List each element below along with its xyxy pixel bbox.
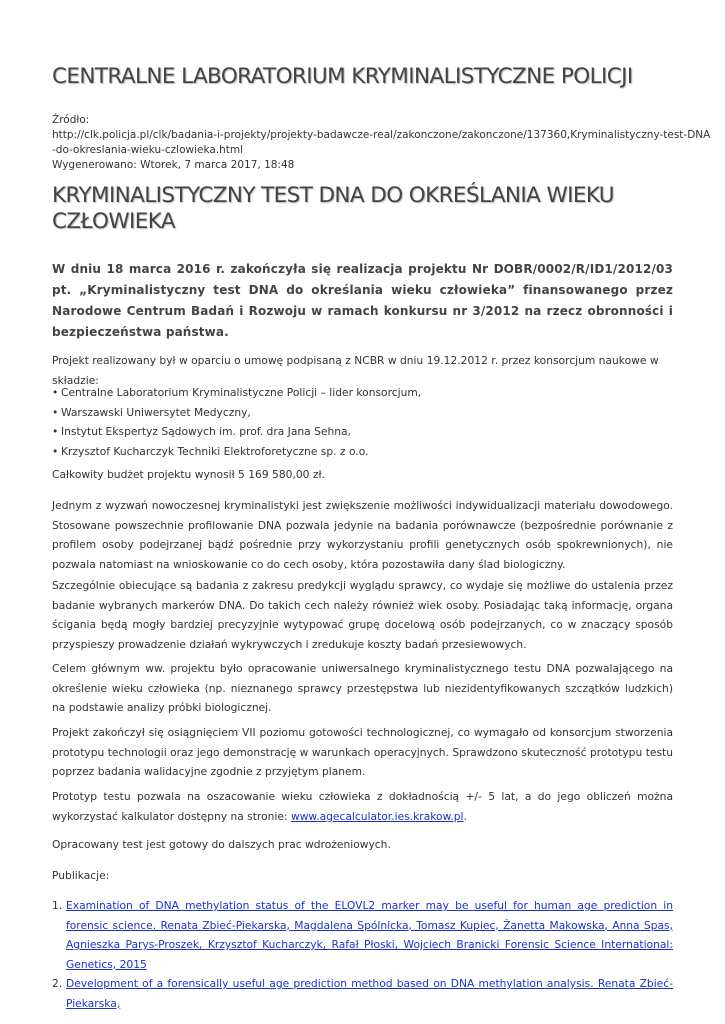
source-url-line-2: -do-okreslania-wieku-czlowieka.html	[52, 144, 244, 156]
p5-text: Prototyp testu pozwala na oszacowanie wieku człowieka z dokładnością +/- 5 lat, a do jego obliczeń można wykorzystać kalkulator dostępny na stronie:	[52, 790, 673, 823]
budget-paragraph: Całkowity budżet projektu wynosił 5 169 580,00 zł.	[52, 468, 325, 481]
list-number: 2.	[52, 977, 63, 990]
intro-paragraph: Projekt realizowany był w oparciu o umowę podpisaną z NCBR w dniu 19.12.2012 r. przez konsorcjum naukowe w składzie:	[52, 354, 659, 387]
paragraph-2: Szczególnie obiecujące są badania z zakresu predykcji wyglądu sprawcy, co wydaje się możliwe do ustalenia przez badanie wybranych markerów DNA. Do takich cech należy również wiek osoby. Posiadając taką informację, organa ścigania będą mogły bardziej precyzyjnie wytypować grupę docelową osób podejrzanych, co w znaczący sposób przyspieszy prowadzenie działań wykrywczych i zredukuje koszty badań przesiewowych.	[52, 579, 673, 651]
publications-label: Publikacje:	[52, 869, 110, 882]
paragraph-1: Jednym z wyzwań nowoczesnej kryminalistyki jest zwiększenie możliwości indywidualizacji materiału dowodowego. Stosowane powszechnie profilowanie DNA pozwala jedynie na badania porównawcze (bezpośrednie porównanie z profilem osoby podejrzanej bądź pośrednie przy wykorzystaniu profili genetycznych osób spokrewnionych), nie pozwala natomiast na wnioskowanie co do cech osoby, która pozostawiła dany ślad biologiczny.	[52, 499, 673, 571]
article-lead: W dniu 18 marca 2016 r. zakończyła się realizacja projektu Nr DOBR/0002/R/ID1/2012/03 pt. „Kryminalistyczny test DNA do określania wieku człowieka” finansowanego przez Narodowe Centrum Badań i Rozwoju w ramach konkursu nr 3/2012 na rzecz obronności i bezpieczeństwa państwa.	[52, 262, 673, 339]
paragraph-6: Opracowany test jest gotowy do dalszych prac wdrożeniowych.	[52, 838, 391, 851]
list-item	[52, 896, 673, 974]
article-title: KRYMINALISTYCZNY TEST DNA DO OKREŚLANIA WIEKU CZŁOWIEKA	[52, 183, 614, 234]
source-label: Źródło:	[52, 114, 90, 126]
list-number: 1.	[52, 899, 63, 912]
site-title: CENTRALNE LABORATORIUM KRYMINALISTYCZNE POLICJI	[52, 64, 633, 89]
consortium-list	[52, 383, 421, 461]
source-meta	[52, 113, 711, 173]
list-item: • Krzysztof Kucharczyk Techniki Elektroforetyczne sp. z o.o.	[52, 442, 421, 462]
agecalculator-link[interactable]: www.agecalculator.ies.krakow.pl	[290, 809, 464, 823]
list-item: • Warszawski Uniwersytet Medyczny,	[52, 403, 421, 423]
source-url-line-1: http://clk.policja.pl/clk/badania-i-projekty/projekty-badawcze-real/zakonczone/zakonczone/137360,Kryminalistyczny-test-DNA	[52, 129, 711, 141]
generated-date: Wygenerowano: Wtorek, 7 marca 2017, 18:48	[52, 159, 295, 171]
publication-link[interactable]: Examination of DNA methylation status of the ELOVL2 marker may be useful for human age prediction in forensic science. Renata Zbieć-Piekarska, Magdalena Spólnicka, Tomasz Kupiec, Żanetta Makowska, Anna Spas, Agnieszka Parys-Proszek, Krzysztof Kucharczyk, Rafał Płoski, Wojciech Branicki Forensic Science International: Genetics, 2015	[66, 899, 673, 971]
paragraph-5	[52, 787, 673, 826]
list-item	[52, 974, 673, 1013]
list-item: • Centralne Laboratorium Kryminalistyczne Policji – lider konsorcjum,	[52, 383, 421, 403]
list-item: • Instytut Ekspertyz Sądowych im. prof. dra Jana Sehna,	[52, 422, 421, 442]
paragraph-3: Celem głównym ww. projektu było opracowanie uniwersalnego kryminalistycznego testu DNA pozwalającego na określenie wieku człowieka (np. nieznanego sprawcy przestępstwa lub niezidentyfikowanych szczątków ludzkich) na podstawie analizy próbki biologicznej.	[52, 662, 673, 714]
publication-link[interactable]: Development of a forensically useful age prediction method based on DNA methylation analysis. Renata Zbieć-Piekarska,	[66, 977, 673, 1010]
publications-list	[52, 896, 673, 1013]
p5-end: .	[463, 809, 467, 823]
paragraph-4: Projekt zakończył się osiągnięciem VII poziomu gotowości technologicznej, co wymagało od konsorcjum stworzenia prototypu technologii oraz jego demonstrację w warunkach operacyjnych. Sprawdzono skuteczność prototypu testu poprzez badania walidacyjne zgodnie z przyjętym planem.	[52, 726, 673, 778]
